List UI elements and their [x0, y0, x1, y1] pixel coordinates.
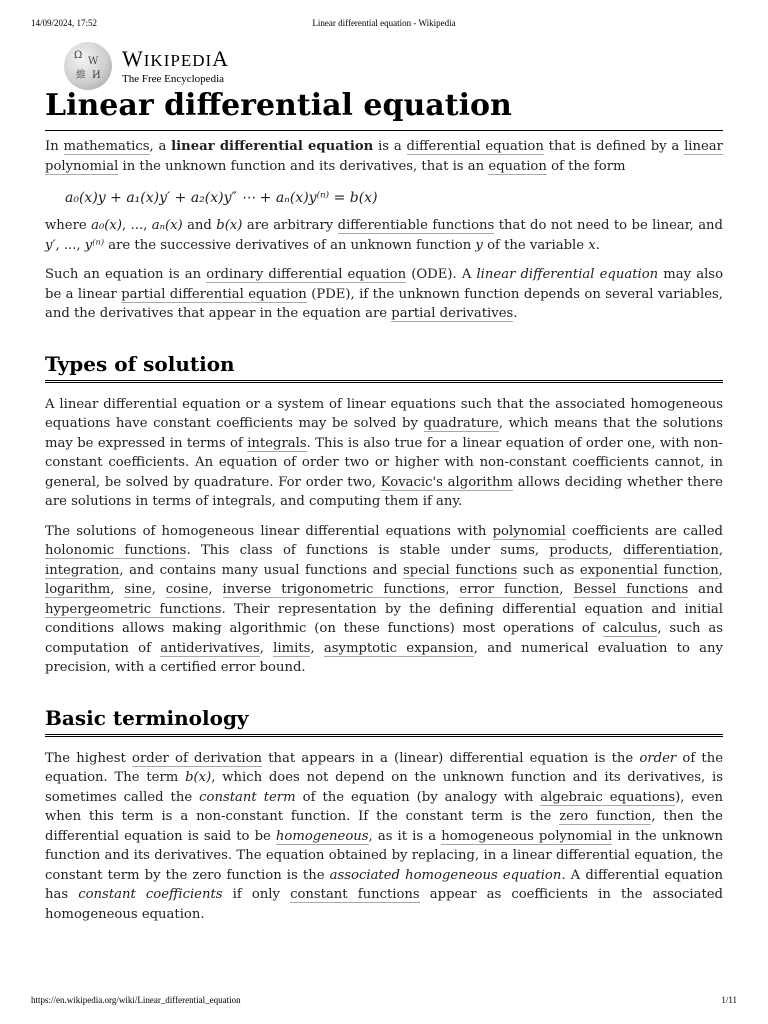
wikipedia-tagline: The Free Encyclopedia — [122, 72, 225, 85]
link-homogeneous[interactable]: homogeneous — [275, 828, 369, 844]
wikipedia-wordmark: WIKIPEDIA — [122, 45, 230, 71]
intro-paragraph-3: Such an equation is an ordinary differential equation (ODE). A linear differential equation may also be a linear partial differential equation (PDE), if the unknown function depends on several variables, and the derivatives that appear in the equation are partial derivatives. — [45, 267, 724, 321]
link-logarithm[interactable]: logarithm — [45, 582, 111, 597]
link-products[interactable]: products — [549, 543, 609, 558]
link-integration[interactable]: integration — [45, 562, 120, 578]
link-differentiation[interactable]: differentiation — [623, 543, 719, 558]
link-hypergeometric-functions[interactable]: hypergeometric functions — [45, 601, 222, 617]
link-polynomial[interactable]: polynomial — [492, 523, 566, 539]
link-order-of-derivation[interactable]: order of derivation — [132, 750, 263, 766]
link-error-function[interactable]: error function — [459, 582, 560, 597]
link-cosine[interactable]: cosine — [165, 582, 209, 597]
article-content — [45, 86, 723, 934]
link-inverse-trigonometric-functions[interactable]: inverse trigonometric functions — [222, 582, 446, 597]
puzzle-globe-icon: Ω W 維 И — [64, 42, 112, 90]
link-special-functions[interactable]: special functions — [403, 562, 518, 578]
terminology-paragraph-1: The highest order of derivation that appears in a (linear) differential equation is the order of the equation. The term b(x), which does not depend on the unknown function and its derivatives, is sometimes called the constant term of the equation (by analogy with algebraic equations), even when this term is a non-constant function. If the constant term is the zero function, then the differential equation is said to be homogeneous, as it is a homogeneous polynomial in the unknown function and its derivatives. The equation obtained by replacing, in a linear differential equation, the constant term by the zero function is the associated homogeneous equation. A differential equation has constant coefficients if only constant functions appear as coefficients in the associated homogeneous equation. — [45, 750, 724, 922]
link-ordinary-differential-equation[interactable]: ordinary differential equation — [206, 267, 407, 282]
link-zero-function[interactable]: zero function — [559, 809, 652, 824]
link-holonomic-functions[interactable]: holonomic functions — [45, 543, 187, 558]
print-url: https://en.wikipedia.org/wiki/Linear_differential_equation — [31, 995, 241, 1005]
link-exponential-function[interactable]: exponential function — [579, 562, 719, 578]
link-linear-polynomial[interactable]: linear polynomial — [45, 139, 723, 174]
link-bessel-functions[interactable]: Bessel functions — [573, 582, 689, 597]
link-integrals[interactable]: integrals — [247, 435, 307, 451]
print-date: 14/09/2024, 17:52 — [31, 18, 98, 28]
link-differentiable-functions[interactable]: differentiable functions — [337, 218, 495, 233]
link-equation[interactable]: equation — [488, 158, 547, 174]
linear-ode-formula: a₀(x)y + a₁(x)y′ + a₂(x)y″ ⋯ + aₙ(x)y⁽ⁿ⁾ = b(x) — [65, 190, 378, 206]
link-differential-equation[interactable]: differential equation — [406, 139, 544, 154]
intro-paragraph-1: In mathematics, a linear differential equation is a differential equation that is defined by a linear polynomial in the unknown function and its derivatives, that is an equation of the form — [45, 139, 723, 174]
link-antiderivatives[interactable]: antiderivatives — [160, 640, 260, 656]
section-heading-basic-terminology: Basic terminology — [45, 704, 723, 737]
page-title: Linear differential equation — [45, 86, 723, 131]
link-limits[interactable]: limits — [273, 640, 311, 656]
link-kovacics-algorithm[interactable]: Kovacic's algorithm — [380, 474, 513, 490]
types-paragraph-2: The solutions of homogeneous linear differential equations with polynomial coefficients are called holonomic functions. This class of functions is stable under sums, products, differentiation, integration, and contains many usual functions and special functions such as exponential function, logarithm, sine, cosine, inverse trigonometric functions, error function, Bessel functions and hypergeometric functions. Their representation by the defining differential equation and initial conditions allows making algorithmic (on these functions) most operations of calculus, such as computation of antiderivatives, limits, asymptotic expansion, and numerical evaluation to any precision, with a certified error bound. — [45, 523, 724, 675]
link-quadrature[interactable]: quadrature — [423, 416, 499, 431]
link-algebraic-equations[interactable]: algebraic equations — [540, 789, 676, 805]
section-heading-types-of-solution: Types of solution — [45, 350, 723, 383]
types-paragraph-1: A linear differential equation or a system of linear equations such that the associated homogeneous equations have constant coefficients may be solved by quadrature, which means that the solutions may be expressed in terms of integrals. This is also true for a linear equation of order one, with non-constant coefficients. An equation of order two or higher with non-constant coefficients cannot, in general, be solved by quadrature. For order two, Kovacic's algorithm allows deciding whether there are solutions in terms of integrals, and computing them if any. — [45, 396, 724, 509]
link-mathematics[interactable]: mathematics — [63, 139, 150, 154]
link-partial-differential-equation[interactable]: partial differential equation — [121, 286, 307, 302]
link-homogeneous-polynomial[interactable]: homogeneous polynomial — [441, 828, 613, 844]
intro-paragraph-2: where a₀(x), ..., aₙ(x) and b(x) are arbitrary differentiable functions that do not need to be linear, and y′, ..., y⁽ⁿ⁾ are the successive derivatives of an unknown function y of the variable x. — [45, 218, 723, 253]
print-page-title: Linear differential equation - Wikipedia — [312, 18, 456, 28]
wikipedia-logo[interactable] — [64, 44, 229, 88]
link-sine[interactable]: sine — [124, 582, 152, 597]
link-calculus[interactable]: calculus — [602, 621, 658, 636]
link-constant-functions[interactable]: constant functions — [290, 887, 420, 902]
print-page-number: 1/11 — [721, 995, 737, 1005]
link-partial-derivatives[interactable]: partial derivatives — [391, 306, 514, 321]
link-asymptotic-expansion[interactable]: asymptotic expansion — [323, 640, 474, 656]
